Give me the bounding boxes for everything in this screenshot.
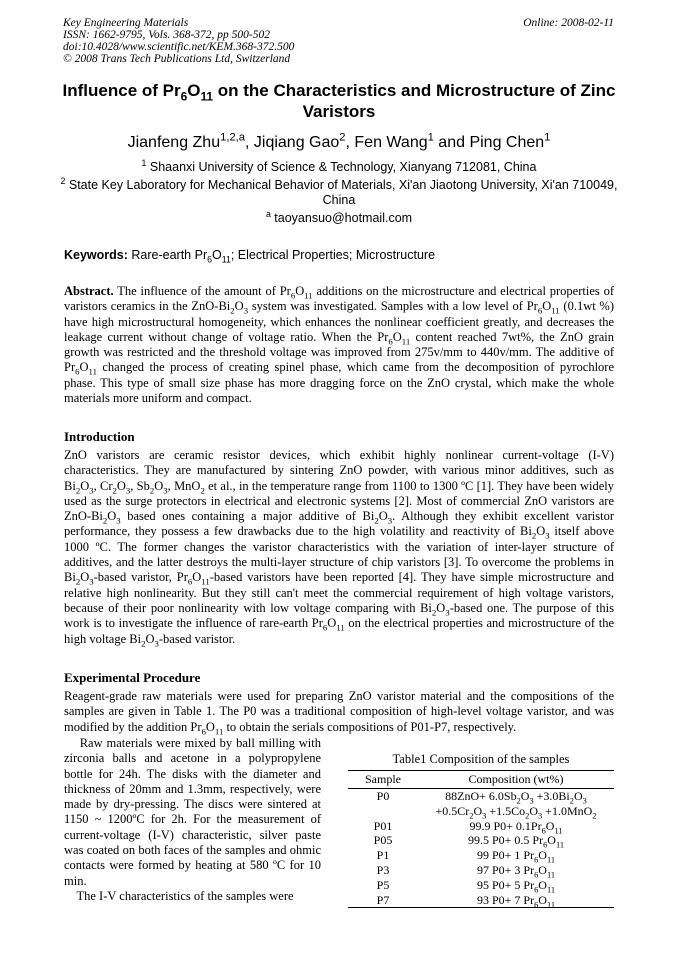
affiliation-2: $^2$ State Key Laboratory for Mechanical Behavior of Materials, Xi'an Jiaotong University, Xi'an 710049, China [60, 175, 618, 207]
journal-name: Key Engineering Materials [63, 17, 189, 29]
keywords: Keywords: Rare-earth $Pr_6O_{11}$; Electrical Properties; Microstructure [64, 248, 436, 265]
introduction-text: ZnO varistors are ceramic resistor devices, which exhibit highly nonlinear current-voltage (I-V) characteristics. They are manufactured by sintering ZnO powder, with various minor additives, such as $Bi_2O_3$, $Cr_2O_3$, $Sb_2O_3$, MnO$_2$ et al., in the temperature range from 1100 to 1300 ºC [1]. They have been widely used as the surge protectors in electrical and electronic systems [2]. Most of commercial ZnO varistors are ZnO-$Bi_2O_3$ based ones containing a major additive of $Bi_2O_3$. Although they exhibit excellent varistor performance, they possess a few drawbacks due to the high volatility and reactivity of $Bi_2O_3$ itself above 1000 ºC. The former changes the varistor characteristics with the variation of inter-layer structure of additives, and the latter destroys the multi-layer structure of chip varistors [3]. To overcome the problems in $Bi_2O_3$-based varistor, $Pr_6O_{11}$-based varistors have been reported [4]. They have simple microstructure and relative high nonlinearity. But they still can't meet the commercial requirement of high voltage varistors, because of their poor nonlinearity with low voltage comparing with $Bi_2O_3$-based one. The purpose of this work is to investigate the influence of rare-earth $Pr_6O_{11}$ on the electrical properties and microstructure of the high voltage $Bi_2O_3$-based varistor. [64, 448, 615, 649]
table-row: P7 93 P0+ 7 $Pr_6O_{11}$ [348, 893, 614, 908]
table-row: P01 99.9 $P0+ 0.1Pr_6O_{11}$ [373, 818, 563, 835]
author: Fen Wang [354, 134, 428, 151]
table-row: P05 99.5 P0+ 0.5 $Pr_6O_{11}$ [373, 833, 565, 850]
affiliation-1: $^1$ Shaanxi University of Science & Technology, Xianyang 712081, China [141, 157, 537, 174]
table-row: P0 $88ZnO+ 6.0Sb_2O_3 +3.0Bi_2O_3$ $+0.5Cr_2O_3 +1.5Co_2O_3 +1.0MnO_2$ [376, 789, 597, 821]
email: $^a$ taoyansuo@hotmail.com [265, 208, 413, 225]
table-row: P5 95 P0+ 5 $Pr_6O_{11}$ [376, 877, 556, 895]
author: Jiqiang Gao [253, 134, 340, 151]
composition-table [348, 752, 614, 908]
table-header-sample: Sample [365, 772, 401, 786]
experimental-text: Reagent-grade raw materials were used for preparing ZnO varistor material and the compositions of the samples are given in Table 1. The P0 was a traditional composition of high-level voltage varistor, and was modified by the addition $Pr_6O_{11}$ to obtain the serials compositions of P01-P7, respectively. [64, 689, 614, 737]
section-experimental: Experimental Procedure [64, 670, 201, 685]
doi-line: doi:10.4028/www.scientific.net/KEM.368-372.500 [63, 41, 295, 53]
abstract: Abstract. The influence of the amount of $Pr_6O_{11}$ additions on the microstructure and electrical properties of varistors ceramics in the ZnO-$Bi_2O_3$ system was investigated. Samples with a low level of $Pr_6O_{11}$ (0.1wt %) have high microstructural homogeneity, which enhances the nonlinear coefficient greatly, and decreases the leakage current without change of voltage ratio. When the $Pr_6O_{11}$ content reached 7wt%, the ZnO grain growth was restricted and the threshold voltage was improved from 275v/mm to 440v/mm. The additive of $Pr_6O_{11}$ changed the process of creating spinel phase, which came from the decomposition of pyrochlore phase. This type of small size phase has more dragging force on the ZnO crystal, which make the whole materials more uniform and compact. [64, 284, 615, 406]
table-row: P1 99 P0+ 1 $Pr_6O_{11}$ [376, 848, 556, 865]
author: Ping Chen [469, 134, 545, 151]
experimental-column-text: Raw materials were mixed by ball milling with zirconia balls and acetone in a polypropylene bottle for 24h. The disks with the diameter and thickness of 20mm and 1.3mm, respectively, were made by dry-pressing. The discs were sintered at 1150 ~ 1200ºC for 2h. For the measurement of current-voltage (I-V) characteristic, silver paste was coated on both faces of the samples and ohmic contacts were formed by heating at 580 ºC for 10 min. The I-V characteristics of the samples were [64, 736, 321, 903]
section-introduction: Introduction [64, 429, 135, 444]
copyright-line: © 2008 Trans Tech Publications Ltd, Switzerland [63, 53, 291, 65]
author-list: Jianfeng Zhu$^{1,2,a}$, Jiqiang Gao$^2$, Fen Wang$^1$ and Ping Chen$^1$ [127, 131, 551, 151]
issn-line: ISSN: 1662-9795, Vols. 368-372, pp 500-502 [63, 29, 270, 41]
paper-title: Influence of $Pr_6O_{11}$ on the Characteristics and Microstructure of Zinc Varistors [62, 81, 616, 121]
table-row: P3 97 P0+ 3 $Pr_6O_{11}$ [376, 862, 556, 880]
online-date: Online: 2008-02-11 [523, 17, 614, 29]
table-caption: Table1 Composition of the samples [392, 752, 570, 766]
author: Jianfeng Zhu [127, 134, 221, 151]
table-header-composition: Composition (wt%) [468, 772, 564, 786]
